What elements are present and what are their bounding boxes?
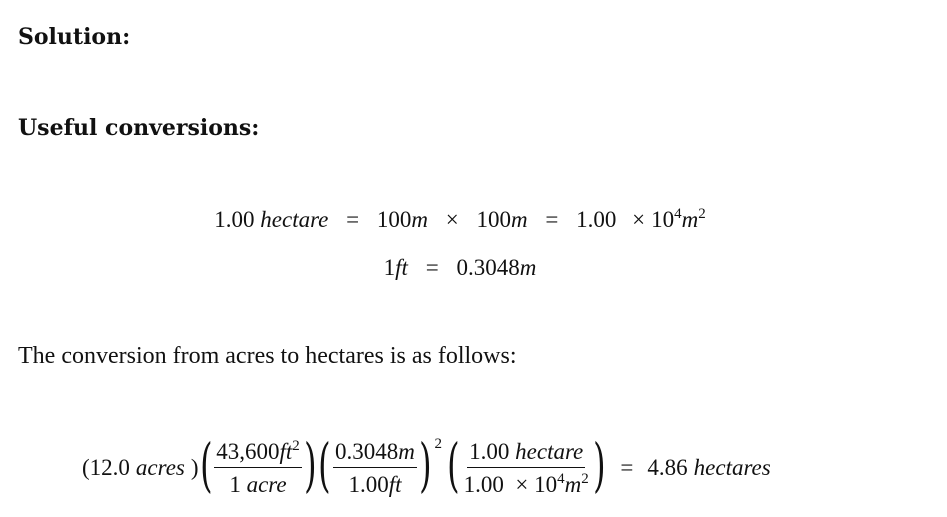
equals-sign-3: =	[425, 255, 439, 280]
result-unit: hectares	[693, 455, 771, 480]
fraction3-numerator: 1.00 hectare	[467, 440, 585, 468]
rhs-unit-exponent: 2	[698, 206, 706, 222]
equals-sign: =	[346, 207, 360, 232]
foot-rhs-value: 0.3048	[456, 255, 520, 280]
left-paren-icon: (	[318, 431, 331, 499]
term1-unit: m	[411, 207, 429, 232]
result-value: 4.86	[647, 455, 688, 480]
squared-exponent: 2	[434, 435, 443, 452]
rhs-unit: m	[681, 207, 699, 232]
left-paren-icon: (	[199, 431, 213, 499]
term2-value: 100	[476, 207, 511, 232]
fraction1-denominator: 1 acre	[229, 472, 287, 497]
left-paren-icon: (	[447, 431, 460, 499]
acres-to-hectares-calculation	[82, 432, 771, 504]
intro-text: The conversion from acres to hectares is as follows:	[18, 343, 517, 369]
hectare-conversion-equation	[0, 208, 920, 231]
rhs-base: 10	[651, 207, 675, 232]
fraction2-numerator: 0.3048m	[333, 440, 417, 468]
start-close-paren: )	[190, 455, 199, 480]
times-sign: ×	[445, 207, 459, 232]
right-paren-icon: )	[418, 431, 432, 499]
fraction-m-per-ft	[333, 440, 417, 496]
start-unit: acres	[135, 455, 185, 480]
foot-lhs-value: 1	[383, 255, 396, 280]
foot-conversion-equation	[0, 256, 920, 279]
equals-sign-2: =	[545, 207, 559, 232]
hectare-lhs-value: 1.00	[214, 207, 255, 232]
fraction3-denominator: $1.00 \times 10^4m^2$	[463, 471, 589, 497]
right-paren-icon: )	[303, 431, 317, 499]
fraction-sqft-per-acre	[214, 440, 302, 496]
rhs-value: 1.00	[576, 207, 617, 232]
fraction2-denominator: 1.00ft	[348, 472, 402, 497]
rhs-exponent: 4	[674, 206, 682, 222]
solution-heading: Solution:	[18, 24, 131, 50]
term1-value: 100	[376, 207, 412, 232]
fraction-hectare-per-sqm	[462, 440, 591, 496]
foot-lhs-unit: ft	[395, 255, 408, 280]
right-paren-icon: )	[592, 431, 606, 499]
result-equals-sign: =	[620, 455, 634, 480]
term2-unit: m	[511, 207, 528, 232]
hectare-lhs-unit: hectare	[260, 207, 329, 232]
times-sign-2: ×	[632, 207, 646, 232]
foot-rhs-unit: m	[519, 255, 537, 280]
fraction1-numerator: $43,600ft^2$	[214, 440, 302, 468]
start-value: (12.0	[82, 455, 130, 480]
useful-conversions-heading: Useful conversions:	[18, 115, 260, 141]
